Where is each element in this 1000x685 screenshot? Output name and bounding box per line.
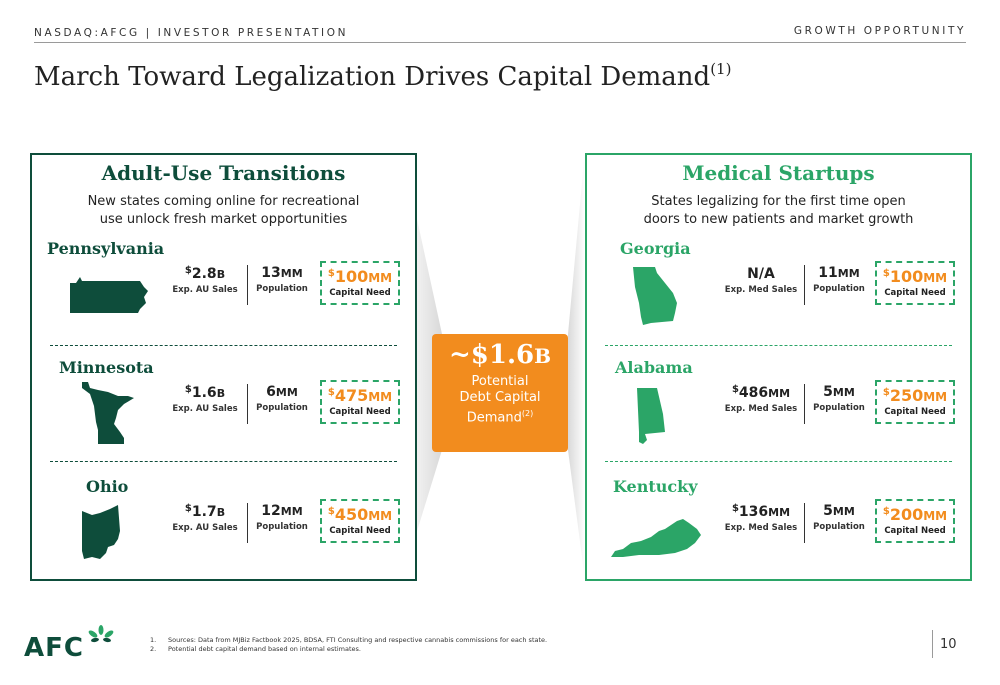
medical-startups-description <box>607 193 950 229</box>
sales-label: Exp. AU Sales <box>172 285 238 295</box>
sales-label: Exp. AU Sales <box>172 523 238 533</box>
capital-need-label: Capital Need <box>329 288 391 298</box>
population-label: Population <box>813 284 865 294</box>
sales-stat: $136MM Exp. Med Sales <box>724 503 798 533</box>
capital-need-box: $450MM Capital Need <box>320 499 400 543</box>
state-name: Alabama <box>615 358 693 377</box>
page-title-footnote: (1) <box>710 60 732 78</box>
capital-need-label: Capital Need <box>329 407 391 417</box>
page-number: 10 <box>940 637 957 652</box>
capital-need-box: $475MM Capital Need <box>320 380 400 424</box>
logo-text: AFC <box>24 633 84 663</box>
capital-need-label: Capital Need <box>329 526 391 536</box>
population-stat: 12MM Population <box>252 503 312 532</box>
capital-need-box: $100MM Capital Need <box>875 261 955 305</box>
sales-stat: $486MM Exp. Med Sales <box>724 384 798 414</box>
total-capital-demand-value: ~$1.6B <box>448 340 551 370</box>
stat-divider <box>247 384 248 424</box>
capital-need-box: $100MM Capital Need <box>320 261 400 305</box>
stat-divider <box>247 265 248 305</box>
state-divider <box>605 345 952 346</box>
page-number-divider <box>932 630 933 658</box>
total-capital-demand-box <box>432 334 568 452</box>
state-pennsylvania <box>32 239 415 349</box>
state-name: Kentucky <box>613 477 698 496</box>
pennsylvania-map-icon <box>68 263 150 329</box>
stat-divider <box>804 265 805 305</box>
footnote-1: 1. Sources: Data from MJBiz Factbook 2025, BDSA, FTI Consulting and respective cannabis commissions for each state. <box>150 636 548 644</box>
footnotes <box>150 636 547 654</box>
page-title <box>34 60 731 92</box>
population-label: Population <box>813 403 865 413</box>
population-label: Population <box>256 403 308 413</box>
header-left: NASDAQ:AFCG | INVESTOR PRESENTATION <box>34 27 349 39</box>
stat-divider <box>804 384 805 424</box>
ohio-map-icon <box>68 501 150 567</box>
medical-startups-heading: Medical Startups <box>682 161 875 185</box>
population-stat: 6MM Population <box>252 384 312 413</box>
capital-need-box: $250MM Capital Need <box>875 380 955 424</box>
kentucky-map-icon <box>609 501 705 567</box>
adult-use-desc-line1: New states coming online for recreational <box>87 194 360 209</box>
georgia-map-icon <box>617 263 699 329</box>
total-capital-demand-label: Potential Debt Capital Demand$^{(2)}$ <box>459 374 541 426</box>
population-stat: 5MM Population <box>809 384 869 413</box>
state-divider <box>50 461 397 462</box>
state-kentucky <box>587 477 970 587</box>
alabama-map-icon <box>617 382 699 448</box>
medical-desc-line2: doors to new patients and market growth <box>643 212 914 227</box>
header-right: GROWTH OPPORTUNITY <box>793 25 966 37</box>
afc-logo <box>24 625 119 665</box>
leaf-icon <box>84 625 118 647</box>
page-title-text: March Toward Legalization Drives Capital Demand <box>34 62 711 92</box>
capital-need-label: Capital Need <box>884 407 946 417</box>
population-stat: 11MM Population <box>809 265 869 294</box>
stat-divider <box>804 503 805 543</box>
population-stat: 5MM Population <box>809 503 869 532</box>
state-alabama <box>587 358 970 468</box>
state-divider <box>605 461 952 462</box>
sales-label: Exp. AU Sales <box>172 404 238 414</box>
state-name: Ohio <box>86 477 129 496</box>
state-georgia <box>587 239 970 349</box>
header-divider <box>34 42 966 43</box>
population-stat: 13MM Population <box>252 265 312 294</box>
sales-label: Exp. Med Sales <box>724 285 798 295</box>
capital-need-box: $200MM Capital Need <box>875 499 955 543</box>
sales-stat: $1.6B Exp. AU Sales <box>170 384 240 414</box>
state-ohio <box>32 477 415 587</box>
capital-need-label: Capital Need <box>884 526 946 536</box>
state-name: Minnesota <box>59 358 154 377</box>
sales-stat: $2.8B Exp. AU Sales <box>170 265 240 295</box>
sales-stat: $1.7B Exp. AU Sales <box>170 503 240 533</box>
adult-use-desc-line2: use unlock fresh market opportunities <box>99 212 348 227</box>
population-label: Population <box>256 522 308 532</box>
state-minnesota <box>32 358 415 468</box>
adult-use-heading: Adult-Use Transitions <box>101 161 346 185</box>
sales-label: Exp. Med Sales <box>724 404 798 414</box>
sales-label: Exp. Med Sales <box>724 523 798 533</box>
footnote-2: 2. Potential debt capital demand based on internal estimates. <box>150 645 361 653</box>
medical-startups-panel <box>585 153 972 581</box>
population-label: Population <box>813 522 865 532</box>
adult-use-description <box>52 193 395 229</box>
sales-stat: N/A Exp. Med Sales <box>724 266 798 295</box>
adult-use-panel <box>30 153 417 581</box>
state-divider <box>50 345 397 346</box>
state-name: Georgia <box>620 239 691 258</box>
capital-need-label: Capital Need <box>884 288 946 298</box>
stat-divider <box>247 503 248 543</box>
medical-desc-line1: States legalizing for the first time open <box>651 194 906 209</box>
minnesota-map-icon <box>68 382 150 448</box>
state-name: Pennsylvania <box>47 239 165 258</box>
population-label: Population <box>256 284 308 294</box>
